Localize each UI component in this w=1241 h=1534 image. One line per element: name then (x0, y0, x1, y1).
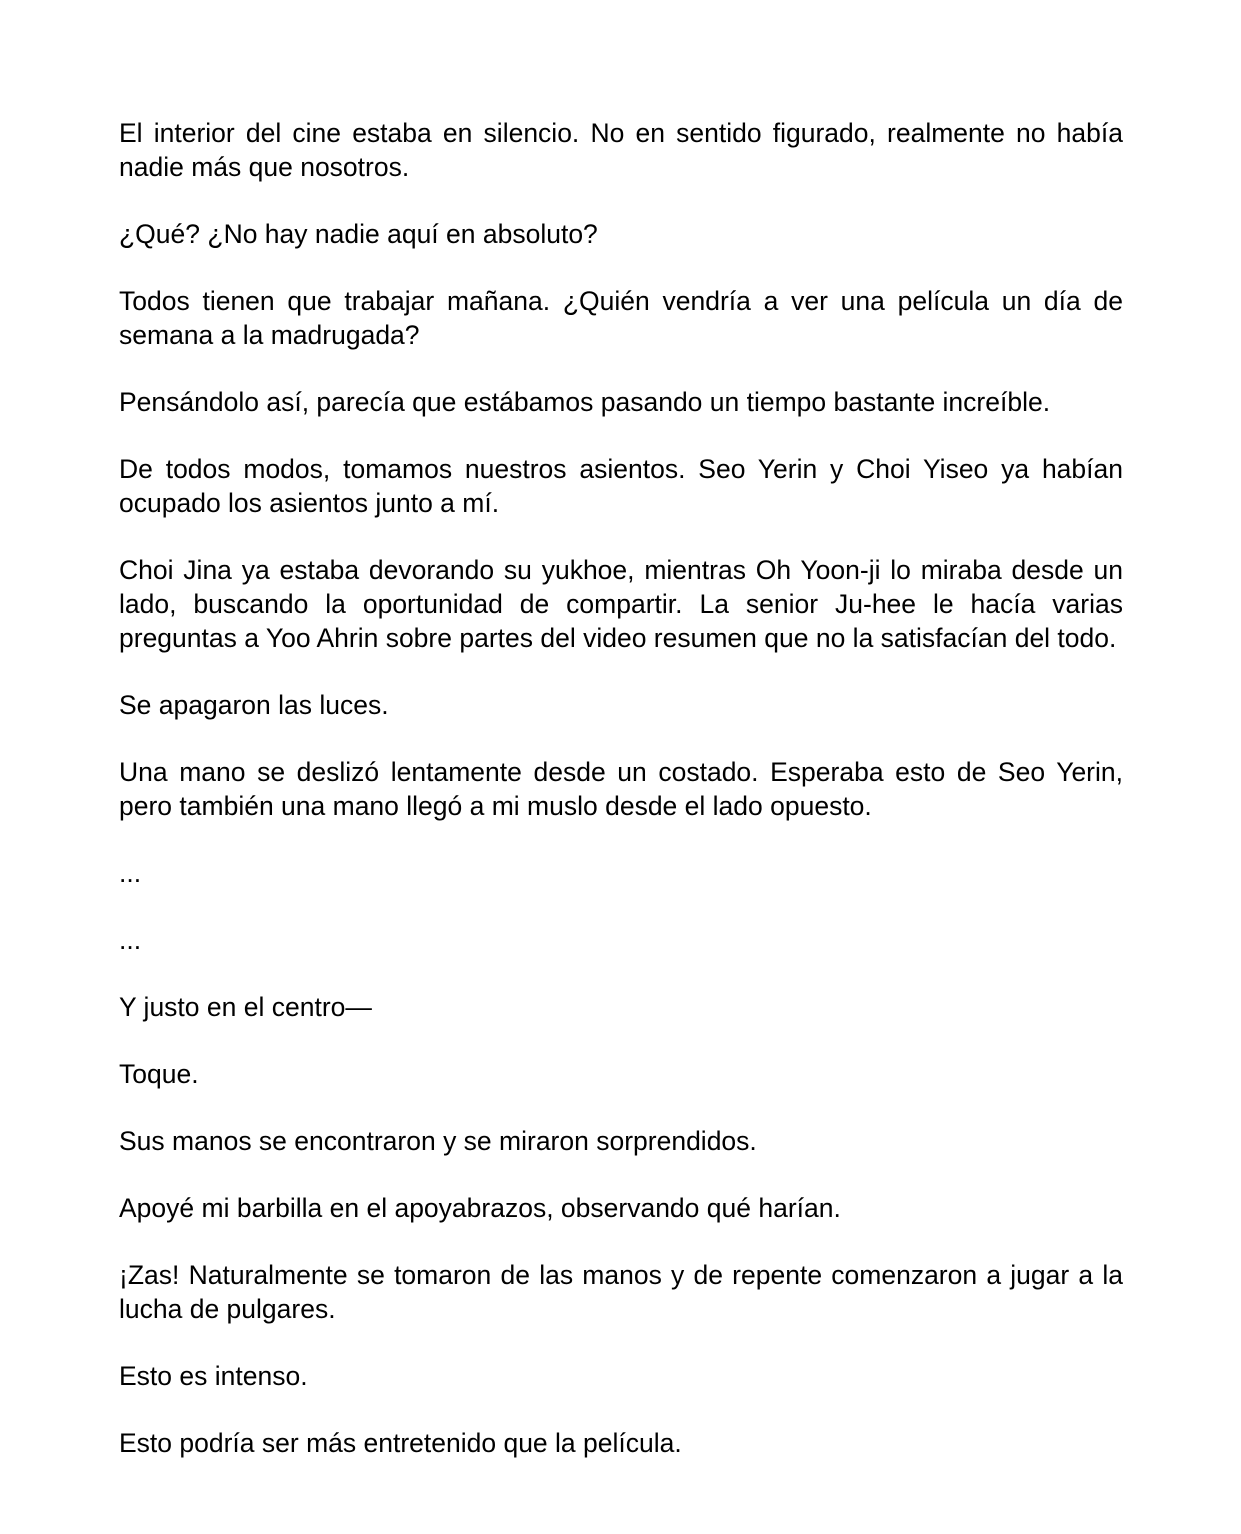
paragraph: Y justo en el centro— (119, 992, 372, 1022)
paragraph: Esto es intenso. (119, 1361, 308, 1391)
paragraph: ... (119, 858, 142, 888)
paragraph: ... (119, 925, 142, 955)
paragraph: Se apagaron las luces. (119, 690, 389, 720)
paragraph: Todos tienen que trabajar mañana. ¿Quién vendría a ver una película un día de semana a la madrugada? (119, 286, 1123, 350)
paragraph: Choi Jina ya estaba devorando su yukhoe, mientras Oh Yoon-ji lo miraba desde un lado, buscando la oportunidad de compartir. La senior Ju-hee le hacía varias preguntas a Yoo Ahrin sobre partes del video resumen que no la satisfacían del todo. (119, 555, 1123, 653)
paragraph: Toque. (119, 1059, 199, 1089)
paragraph: De todos modos, tomamos nuestros asientos. Seo Yerin y Choi Yiseo ya habían ocupado los asientos junto a mí. (119, 454, 1123, 518)
paragraph: ¡Zas! Naturalmente se tomaron de las manos y de repente comenzaron a jugar a la lucha de pulgares. (119, 1260, 1123, 1324)
paragraph: ¿Qué? ¿No hay nadie aquí en absoluto? (119, 219, 598, 249)
paragraph: Pensándolo así, parecía que estábamos pasando un tiempo bastante increíble. (119, 387, 1051, 417)
paragraph: Sus manos se encontraron y se miraron sorprendidos. (119, 1126, 757, 1156)
paragraph: Esto podría ser más entretenido que la película. (119, 1428, 682, 1458)
paragraph: El interior del cine estaba en silencio. No en sentido figurado, realmente no había nadie más que nosotros. (119, 118, 1123, 182)
paragraph: Una mano se deslizó lentamente desde un costado. Esperaba esto de Seo Yerin, pero también una mano llegó a mi muslo desde el lado opuesto. (119, 757, 1123, 821)
paragraph: Apoyé mi barbilla en el apoyabrazos, observando qué harían. (119, 1193, 841, 1223)
document-body (119, 116, 1123, 1493)
